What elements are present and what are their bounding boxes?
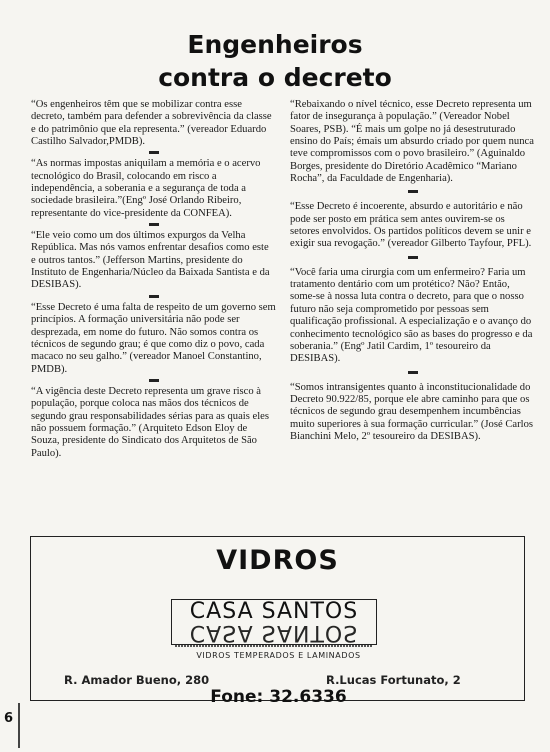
quote-paragraph: “Os engenheiros têm que se mobilizar contra esse decreto, também para defender a sobrevivência da classe e do patrimônio que ela representa.” (vereador Eduardo Castilho Salvador,PMDB). xyxy=(31,99,272,148)
ad-title: VIDROS xyxy=(216,545,339,576)
quote-paragraph: “Rebaixando o nível técnico, esse Decreto representa um fator de insegurança à população.” (Vereador Nobel Soares, PSB). “É mais um golpe no já desestruturado ensino do País; émais um absurdo criado por quem nunca teve compromissos com o povo brasileiro.” (Aguinaldo Borges, presidente do Diretório Acadêmico “Mariano Rocha”, da Faculdade de Engenharia). xyxy=(290,99,534,185)
page-number: 6 xyxy=(4,711,14,726)
headline-line-1: Engenheiros xyxy=(187,30,363,59)
logo-text: CASA SANTOS xyxy=(189,599,359,624)
quote-separator xyxy=(149,223,159,226)
quote-paragraph: “Ele veio como um dos últimos expurgos da Velha República. Mas nós vamos enfrentar desafios como este e outros tantos.” (Jefferson Martins, presidente do Instituto de Engenharia/Núcleo da Baixada Santista e da DESIBAS). xyxy=(31,230,270,291)
quote-separator xyxy=(408,371,418,374)
logo-fine-print-rule xyxy=(175,645,373,647)
page-margin-rule xyxy=(18,703,20,748)
quote-paragraph: “Somos intransigentes quanto à inconstitucionalidade do Decreto 90.922/85, porque ele abre caminho para que os técnicos de segundo grau desempenhem incumbências muito superiores à sua formação curricular.” (José Carlos Bianchini Melo, 2º tesoureiro da DESIBAS). xyxy=(290,381,533,442)
quote-separator xyxy=(149,151,159,154)
logo-reflection: CASA SANTOS xyxy=(189,620,359,645)
ad-address-1: R. Amador Bueno, 280 xyxy=(64,673,210,687)
ad-tagline: VIDROS TEMPERADOS E LAMINADOS xyxy=(196,651,361,660)
quote-separator xyxy=(408,256,418,259)
quote-separator xyxy=(408,190,418,193)
quote-paragraph: “Você faria uma cirurgia com um enfermeiro? Faria um tratamento dentário com um protético? Não? Então, some-se à nossa luta contra o decreto, para que o nosso futuro não seja comprometido por pessoas sem qualificação profissional. A especialização e o avanço do conhecimento tecnológico são as bases do progresso e da soberania.” (Engº Jatil Cardim, 1º tesoureiro da DESIBAS). xyxy=(290,266,533,365)
ad-address-2: R.Lucas Fortunato, 2 xyxy=(326,673,461,687)
ad-phone: Fone: 32.6336 xyxy=(210,687,347,707)
quote-paragraph: “Esse Decreto é uma falta de respeito de um governo sem princípios. A formação universitária não pode ser desprezada, em nome do futuro. Não somos contra os técnicos de segundo grau; é que como diz o povo, cada macaco no seu galho.” (vereador Manoel Constantino, PMDB). xyxy=(31,301,276,375)
advertisement-box xyxy=(30,536,525,707)
left-column xyxy=(31,99,276,460)
casa-santos-logo xyxy=(171,599,379,647)
quote-paragraph: “A vigência deste Decreto representa um grave risco à população, porque coloca nas mãos dos técnicos de segundo grau responsabilidades sérias para as quais eles não possuem formação.” (Arquiteto Edson Eloy de Souza, presidente do Sindicato dos Arquitetos de São Paulo). xyxy=(31,385,269,459)
article-headline xyxy=(0,28,550,94)
headline-line-2: contra o decreto xyxy=(158,63,392,92)
quote-paragraph: “As normas impostas aniquilam a memória e o acervo tecnológico do Brasil, colocando em risco a independência, a soberania e a segurança de toda a sociedade brasileira.”(Engº José Orlando Ribeiro, representante do vice-presidente da CONFEA). xyxy=(31,158,261,219)
quote-separator xyxy=(149,379,159,382)
right-column xyxy=(290,99,535,443)
quote-separator xyxy=(149,295,159,298)
quote-paragraph: “Esse Decreto é incoerente, absurdo e autoritário e não pode ser posto em prática sem antes ouvirem-se os setores envolvidos. Os partidos políticos devem se unir e exigir sua revogação.” (vereador Gilberto Tayfour, PFL). xyxy=(290,201,532,250)
